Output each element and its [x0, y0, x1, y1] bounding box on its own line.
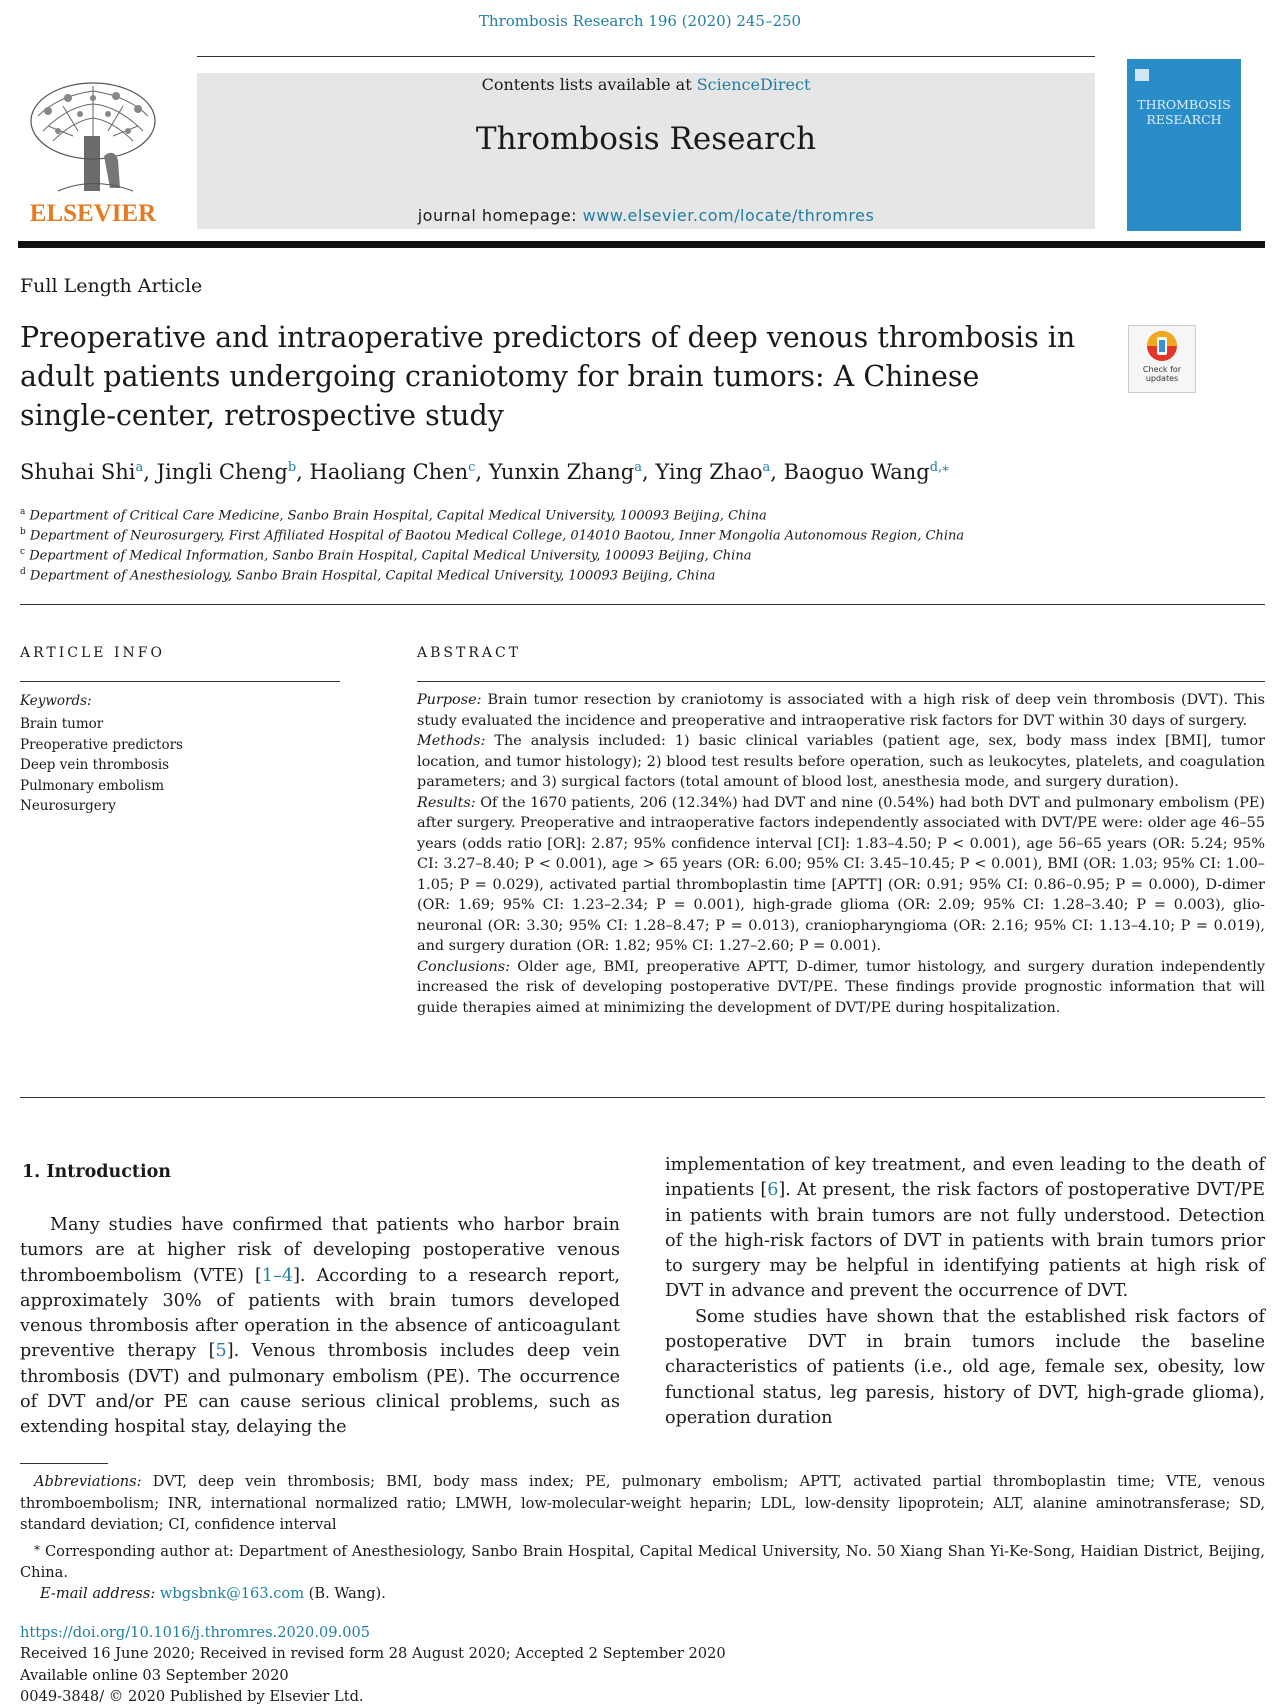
abstract-conclusions: Conclusions: Older age, BMI, preoperative APTT, D-dimer, tumor histology, and surgery duration independently increased the risk of developing postoperative DVT/PE. These findings provide prognostic information that will guide therapies aimed at minimizing the development of DVT/PE during hospitalization. — [417, 958, 1265, 1016]
homepage-link[interactable]: www.elsevier.com/locate/thromres — [582, 206, 875, 225]
sciencedirect-link[interactable]: ScienceDirect — [696, 75, 811, 94]
received-dates: Received 16 June 2020; Received in revised form 28 August 2020; Accepted 2 September 2020 — [20, 1645, 726, 1663]
affiliation-rule — [20, 604, 1265, 605]
keyword: Pulmonary embolism — [20, 777, 165, 794]
abstract-methods: Methods: The analysis included: 1) basic clinical variables (patient age, sex, body mass index [BMI], tumor location, and tumor histology); 2) blood test results before operation, such as leukocytes, platelets, and coagulation parameters; and 3) surgical factors (total amount of blood lost, anesthesia mode, and surgery duration). — [417, 733, 1265, 790]
journal-title: Thrombosis Research — [475, 121, 817, 157]
header-rule — [18, 241, 1265, 248]
abstract-rule — [417, 681, 1265, 682]
keyword: Neurosurgery — [20, 798, 116, 814]
keyword: Deep vein thrombosis — [20, 757, 170, 773]
online-date: Available online 03 September 2020 — [20, 1666, 289, 1684]
author-affiliation-marker[interactable]: d,⁎ — [929, 460, 949, 475]
elsevier-logo[interactable] — [18, 76, 168, 228]
abstract-purpose: Purpose: Brain tumor resection by craniotomy is associated with a high risk of deep vein thrombosis (DVT). This study evaluated the incidence and preoperative and intraoperative risk factors for DVT within 30 days of surgery. — [417, 692, 1265, 729]
body-column-right — [665, 1153, 1265, 1431]
homepage-line: journal homepage: www.elsevier.com/locate/thromres — [417, 206, 875, 225]
author-affiliation-marker[interactable]: c — [468, 460, 476, 475]
article-info-rule — [20, 681, 340, 682]
author-name[interactable]: Ying Zhao$^a$ — [655, 460, 771, 484]
article-info-heading: ARTICLE INFO — [20, 645, 165, 661]
journal-cover[interactable] — [1127, 59, 1241, 231]
citation-link[interactable]: 6 — [767, 1180, 779, 1201]
affiliation-b: $^b$ Department of Neurosurgery, First Affiliated Hospital of Baotou Medical College, 014010 Baotou, Inner Mongolia Autonomous Region, China — [20, 527, 965, 544]
email-link[interactable]: wbgsbnk@163.com — [159, 1585, 305, 1603]
author-affiliation-marker[interactable]: a — [762, 460, 771, 475]
author-affiliation-marker[interactable]: b — [287, 460, 297, 475]
keyword-list — [20, 714, 183, 817]
publication-info — [20, 1622, 726, 1707]
cover-title: THROMBOSIS RESEARCH — [1137, 97, 1231, 127]
author-list: Shuhai Shi$^a$, Jingli Cheng$^b$, Haoliang Chen$^c$, Yunxin Zhang$^a$, Ying Zhao$^a$, Baoguo Wang$^{d,⁎}$ — [20, 460, 949, 484]
email-note: E-mail address: wbgsbnk@163.com (B. Wang). — [40, 1585, 386, 1603]
keyword: Preoperative predictors — [20, 736, 183, 753]
author-name[interactable]: Jingli Cheng$^b$ — [156, 460, 297, 484]
intro-paragraph-2: Some studies have shown that the established risk factors of postoperative DVT in brain tumors include the baseline characteristics of patients (i.e., old age, female sex, obesity, low functional status, leg paresis, history of DVT, high-grade glioma), operation duration — [665, 1306, 1265, 1428]
doi-link[interactable]: https://doi.org/10.1016/j.thromres.2020.09.005 — [20, 1624, 371, 1641]
affiliation-c: $^c$ Department of Medical Information, Sanbo Brain Hospital, Capital Medical University, 100093 Beijing, China — [20, 547, 752, 564]
top-rule — [197, 56, 1095, 57]
journal-reference[interactable]: Thrombosis Research 196 (2020) 245–250 — [478, 12, 802, 30]
abstract-heading: ABSTRACT — [417, 645, 522, 661]
check-for-updates-button[interactable] — [1128, 325, 1196, 393]
citation-link[interactable]: 5 — [215, 1341, 227, 1362]
section-heading-introduction: 1. Introduction — [22, 1162, 171, 1182]
citation-link[interactable]: 1–4 — [261, 1265, 294, 1286]
author-name[interactable]: Haoliang Chen$^c$ — [309, 460, 476, 484]
keyword: Brain tumor — [20, 716, 104, 732]
copyright: 0049-3848/ © 2020 Published by Elsevier Ltd. — [20, 1687, 364, 1705]
corresponding-author-note: ⁎ Corresponding author at: Department of Anesthesiology, Sanbo Brain Hospital, Capital Medical University, No. 50 Xiang Shan Yi-Ke-Song, Haidian District, Beijing, China. — [20, 1538, 1265, 1581]
elsevier-wordmark: ELSEVIER — [29, 200, 157, 227]
crossmark-icon — [1129, 326, 1195, 366]
author-name[interactable]: Shuhai Shi$^a$ — [20, 460, 144, 484]
article-title: Preoperative and intraoperative predictors of deep venous thrombosis in adult patients undergoing craniotomy for brain tumors: A Chinese single-center, retrospective study — [20, 321, 1076, 432]
abstract-results: Results: Of the 1670 patients, 206 (12.34%) had DVT and nine (0.54%) had both DVT and pulmonary embolism (PE) after surgery. Preoperative and intraoperative factors independently associated with DVT/PE were: older age 46–55 years (odds ratio [OR]: 2.87; 95% confidence interval [CI]: 1.83–4.50; P < 0.001), age 56–65 years (OR: 5.24; 95% CI: 3.27–8.40; P < 0.001), age > 65 years (OR: 6.00; 95% CI: 3.45–10.45; P < 0.001), BMI (OR: 1.03; 95% CI: 1.00–1.05; P = 0.029), activated partial thromboplastin time [APTT] (OR: 0.91; 95% CI: 0.86–0.95; P = 0.000), D-dimer (OR: 1.69; 95% CI: 1.23–2.34; P = 0.001), high-grade glioma (OR: 2.09; 95% CI: 1.28–3.40; P = 0.003), glio-neuronal (OR: 3.30; 95% CI: 1.28–8.47; P = 0.013), craniopharyngioma (OR: 2.16; 95% CI: 1.13–4.10; P = 0.019), and surgery duration (OR: 1.82; 95% CI: 1.27–2.60; P = 0.001). — [417, 794, 1265, 954]
abstract-end-rule — [20, 1097, 1265, 1098]
contents-line: Contents lists available at ScienceDirect — [481, 75, 811, 94]
keywords-label: Keywords: — [20, 693, 92, 709]
abstract-body — [417, 690, 1265, 1018]
author-affiliation-marker[interactable]: a — [634, 460, 642, 475]
author-affiliation-marker[interactable]: a — [135, 460, 144, 475]
body-column-left — [20, 1213, 620, 1441]
article-type: Full Length Article — [20, 275, 203, 297]
affiliation-a: $^a$ Department of Critical Care Medicine, Sanbo Brain Hospital, Capital Medical University, 100093 Beijing, China — [20, 507, 767, 524]
intro-paragraph-1: Many studies have confirmed that patients who harbor brain tumors are at higher risk of developing postoperative venous thromboembolism (VTE) [1–4]. According to a research report, approximately 30% of patients with brain tumors developed venous thrombosis after operation in the absence of anticoagulant preventive therapy [5]. Venous thrombosis includes deep vein thrombosis (DVT) and pulmonary embolism (PE). The occurrence of DVT and/or PE can cause serious clinical problems, such as extending hospital stay, delaying the — [20, 1215, 620, 1438]
abbreviations-note: Abbreviations: DVT, deep vein thrombosis; BMI, body mass index; PE, pulmonary embolism; APTT, activated partial thromboplastin time; VTE, venous thromboembolism; INR, international normalized ratio; LMWH, low-molecular-weight heparin; LDL, low-density lipoprotein; ALT, alanine aminotransferase; SD, standard deviation; CI, confidence interval — [20, 1473, 1265, 1533]
intro-paragraph-1-cont: implementation of key treatment, and even leading to the death of inpatients [6]. At present, the risk factors of postoperative DVT/PE in patients with brain tumors are not fully understood. Detection of the high-risk factors of DVT in patients with brain tumors prior to surgery may be helpful in identifying patients at high risk of DVT in advance and prevent the occurrence of DVT. — [665, 1155, 1265, 1302]
crossmark-label: Check for updates — [1142, 365, 1182, 383]
author-name[interactable]: Baoguo Wang$^{d,⁎}$ — [783, 460, 949, 484]
author-name[interactable]: Yunxin Zhang$^a$ — [488, 460, 642, 484]
tree-icon — [18, 76, 168, 228]
affiliation-d: $^d$ Department of Anesthesiology, Sanbo Brain Hospital, Capital Medical University, 100093 Beijing, China — [20, 567, 716, 584]
footnotes — [20, 1471, 1265, 1605]
cover-badge — [1135, 69, 1149, 81]
journal-masthead — [197, 73, 1095, 229]
footnote-rule — [20, 1463, 108, 1464]
